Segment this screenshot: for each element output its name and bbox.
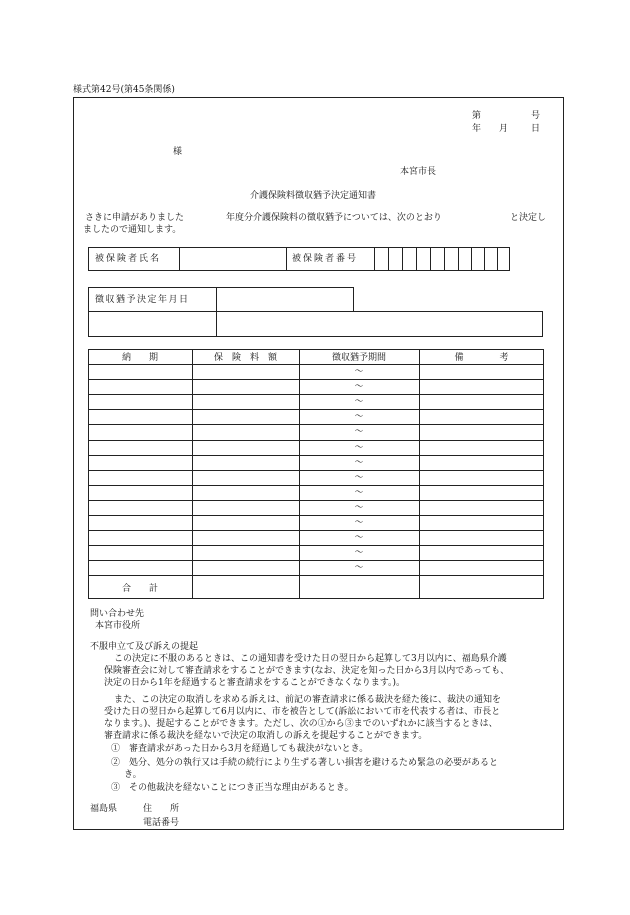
table-header-period: 徴収猶予期間 (331, 353, 386, 363)
table-row-period-tilde: ～ (354, 563, 364, 574)
contact-office: 本宮市役所 (95, 621, 141, 631)
appeal-line-2: 保険審査会に対して審査請求をすることができます(なお、決定を知った日から3月以内であっても、 (104, 666, 510, 676)
table-row-period-tilde: ～ (354, 442, 364, 453)
date-day: 日 (531, 124, 541, 134)
appeal-item-2-cont: き。 (124, 770, 142, 780)
appeal-heading: 不服申立て及び訴えの提起 (90, 642, 199, 652)
decision-date-label: 徴収猶予決定年月日 (95, 295, 190, 305)
contact-label: 問い合わせ先 (90, 609, 145, 619)
number-label-go: 号 (531, 111, 541, 121)
appeal-item-3: ③ その他裁決を経ないことにつき正当な理由があるとき。 (111, 783, 354, 793)
addressee-suffix: 様 (173, 147, 183, 157)
table-total-label: 合 計 (121, 584, 158, 594)
intro-part-b: 年度分介護保険料の徴収猶予については、次のとおり (226, 213, 442, 223)
appeal-line-1: この決定に不服のあるときは、この通知書を受けた日の翌日から起算して3月以内に、福島県介護 (114, 654, 507, 664)
intro-part-a: さきに申請がありました (85, 213, 185, 223)
intro-line-2: ましたので通知します。 (83, 225, 182, 235)
appeal-line-3: 決定の日から1年を経過すると審査請求をすることができなくなります。)。 (104, 678, 406, 688)
table-row-period-tilde: ～ (354, 472, 364, 483)
insured-number-label: 被保険者番号 (292, 254, 359, 264)
issuer: 本宮市長 (400, 167, 437, 177)
document-title: 介護保険料徴収猶予決定通知書 (250, 191, 377, 201)
date-month: 月 (499, 124, 509, 134)
table-row-period-tilde: ～ (354, 548, 364, 559)
date-year: 年 (472, 124, 482, 134)
table-row-period-tilde: ～ (354, 382, 364, 393)
footer-address-label: 住 所 (143, 804, 180, 814)
table-header-due: 納 期 (121, 353, 158, 363)
table-row-period-tilde: ～ (354, 533, 364, 544)
table-row-period-tilde: ～ (354, 502, 364, 513)
insured-name-label: 被保険者氏名 (95, 254, 162, 264)
appeal-line-6: なります。)、提起することができます。ただし、次の①から③までのいずれかに該当するときは、 (104, 719, 498, 729)
intro-part-c: と決定し (510, 213, 547, 223)
table-header-amount: 保 険 料 額 (213, 353, 277, 363)
form-label: 様式第42号(第45条関係) (73, 85, 175, 95)
footer-phone-label: 電話番号 (143, 818, 180, 828)
footer-pref: 福島県 (90, 804, 118, 814)
table-row-period-tilde: ～ (354, 397, 364, 408)
table-row-line (88, 575, 544, 576)
table-row-period-tilde: ～ (354, 427, 364, 438)
appeal-item-2: ② 処分、処分の執行又は手続の続行により生ずる著しい損害を避けるため緊急の必要があると (111, 758, 499, 768)
table-row-period-tilde: ～ (354, 412, 364, 423)
table-row-period-tilde: ～ (354, 487, 364, 498)
appeal-item-1: ① 審査請求があった日から3月を経過しても裁決がないとき。 (111, 744, 369, 754)
decision-detail-row (88, 311, 543, 337)
number-label-dai: 第 (472, 111, 482, 121)
appeal-line-4: また、この決定の取消しを求める訴えは、前記の審査請求に係る裁決を経た後に、裁決の通知を (114, 695, 502, 705)
table-row-period-tilde: ～ (354, 367, 364, 377)
table-header-remarks: 備 考 (454, 353, 509, 363)
table-row-period-tilde: ～ (354, 518, 364, 528)
appeal-line-5: 受けた日の翌日から起算して6月以内に、市を被告として(訴訟において市を代表する者は、市長と (104, 707, 501, 717)
table-row-period-tilde: ～ (354, 457, 364, 468)
appeal-line-7: 審査請求に係る裁決を経ないで決定の取消しの訴えを提起することができます。 (104, 731, 428, 741)
